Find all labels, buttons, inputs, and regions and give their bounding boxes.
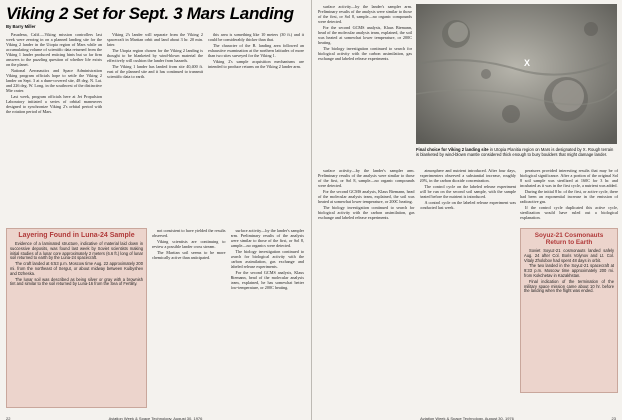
article-columns-lower <box>152 228 304 408</box>
photo-caption <box>416 147 617 157</box>
paragraph: Viking 2's sample acquisition mechanisms are intended to produce returns on the Viking 2 lander arm. <box>208 59 304 69</box>
caption-bold: Final choice for Viking 2 landing site <box>416 147 489 152</box>
article-column-3 <box>520 168 618 224</box>
paragraph: Viking scientists are continuing to review a possible lander cross stream. <box>152 239 226 249</box>
paragraph: For the second GCMS analysis, Klaus Biemann, head of the molecular analysis team, explained, the soil was heated at somewhat lower temperature, or 200C heating. <box>318 25 412 45</box>
paragraph: For the second GCMS analysis, Klaus Biemann, head of the molecular analysis team, explained, the soil was heated at somewhat lower temperature, or 200C heating. <box>318 189 415 204</box>
paragraph: Viking 2's lander will separate from the Viking 2 spacecraft in Martian orbit and land about 3 hr. 20 min. later. <box>107 32 203 47</box>
article-column-1 <box>6 32 102 224</box>
mars-terrain-image <box>416 4 617 144</box>
article-column-3-top <box>520 168 618 224</box>
article-column-4 <box>152 228 226 408</box>
sidebar-title: Soyuz-21 Cosmonauts Return to Earth <box>534 232 604 246</box>
article-column-2 <box>420 168 517 408</box>
paragraph: The two landed in the Soyuz-21 spacecraft at 9:33 p.m. Moscow time approximately 200 mi. from Kokchetav in Kazakhstan. <box>524 263 614 278</box>
paragraph: Evidence of a laminated structure, indicative of material laid down in successive deposits, was found last week by Soviet scientists making initial studies of a lunar core approximately 2 meters (6.6 ft.) long of lunar soil returned to earth by the Luna-24 spacecraft. <box>10 241 143 261</box>
paragraph: The lunar soil was described as being silver or gray with a brownish tint and similar to the soil returned by Luna-16 from the Sea of Fertility. <box>10 276 143 287</box>
article-columns-upper <box>6 32 304 224</box>
soyuz-sidebar <box>520 228 618 393</box>
paragraph: The biology investigation continued to search for biological activity with the carbon assimilation, gas exchange and labeled release experiments. <box>230 249 304 269</box>
paragraph: The Utopia region chosen for the Viking 2 landing is thought to be blanketed by wind-blown material the effectively will cushion the lander from hazards. <box>107 48 203 63</box>
paragraph: Pasadena, Calif.—Viking mission controllers last week were zeroing in on a planned landing site for the Viking 2 lander in the Utopia region of Mars while an accumulating volume of scientific data returned from the Viking 1 lander produced enticing hints but so far firm answers to the puzzling question of whether life exists on the planet. <box>6 32 102 67</box>
paragraph: During the initial 8 hr. of the first, or active cycle, there had been an exponential increase in the emission of radioactive gas. <box>520 189 618 204</box>
luna-sidebar <box>6 228 147 408</box>
article-column-2 <box>107 32 203 224</box>
paragraph: peratures provided interesting results that may be of biological significance. After a portion of the original Sol 8 soil sample was sterilized at 160C for 3 hr. and incubated as it was in the first cycle, a nutrient was added. <box>520 168 618 188</box>
paragraph: The craft landed at 6:53 p.m. Moscow time Aug. 22 approximately 200 mi. from the northeast of Sergut, or about midway between Kuibyshev and Dzheska. <box>10 261 143 276</box>
paragraph: this area is something like 10 meters (30 ft.) and it could be considerably thicker than that. <box>208 32 304 42</box>
paragraph: The Viking 1 lander has landed from site 40,400 ft. east of the planned site and it has continued to transmit scientific data to earth. <box>107 64 203 79</box>
paragraph: National Aeronautics and Space Administration Viking program officials hope to settle the Viking 2 lander on Sept. 3 at a dune-covered site, 48 deg. N. Lat. and 226 deg. W. Long. in the southwest of the distinctive Mie crater. <box>6 68 102 93</box>
article-column <box>318 4 412 144</box>
article-column-1 <box>318 168 415 408</box>
page-number: 22 <box>6 416 11 420</box>
paragraph: surface activity—by the lander's sampler arm. Preliminary results of the analysis were similar to those of the first, or Sol 8, sample—no organic compounds were detected. <box>318 168 415 188</box>
mars-surface-photo <box>416 4 617 144</box>
paragraph: Final indication of the termination of the military space mission came about 10 hr. before the landing when the flight was ended. <box>524 278 614 294</box>
page-number: 23 <box>611 416 616 420</box>
paragraph: not consistent to have yielded the results observed. <box>152 228 226 238</box>
right-page <box>311 0 622 420</box>
footer-publication: Aviation Week & Space Technology, August 30, 1976 <box>420 416 514 420</box>
paragraph: surface activity—by the lander's sampler arm. Preliminary results of the analysis were similar to those of the first, or Sol 8, sample—no organics were detected. <box>230 228 304 248</box>
paragraph: The Martian soil seems to be more chemically active than anticipated. <box>152 250 226 260</box>
byline: By Barry Miller <box>6 24 36 29</box>
paragraph: For the second GCMS analysis, Klaus Biemann, head of the molecular analysis team, explained, he has somewhat better low-temperature, or 200C heating. <box>230 270 304 290</box>
article-column-top <box>318 4 412 144</box>
paragraph: The biology investigation continued to search for biological activity with the carbon assimilation, gas exchange and labeled release experiments. <box>318 46 412 61</box>
paragraph: If the control cycle duplicated this active cycle, sterilization would have ruled out a biological explanation. <box>520 205 618 220</box>
paragraph: Soviet Soyuz-21 cosmonauts landed safely Aug. 24 after Col. Boris Volynov and Lt. Col. Vitaly Zholobov had spent 48 days in orbit. <box>524 248 614 263</box>
paragraph: A control cycle on the labeled release experiment was conducted last week. <box>419 200 516 210</box>
paragraph: The control cycle on the labeled release experiment will be run on the second soil sample, with the sample heated before the nutrient is introduced. <box>419 184 516 199</box>
footer-publication: Aviation Week & Space Technology, August 30, 1976 <box>108 416 203 420</box>
article-column-5 <box>231 228 305 408</box>
landing-site-marker-icon: X <box>524 58 531 68</box>
caption-text: in Utopia Planitia region on Mars is designated by X. Rough terrain is blanketed by wind-blown mantle considered thick enough to bury boulders that might damage lander. <box>416 147 614 157</box>
paragraph: The biology investigation continued to search for biological activity with the carbon assimilation, gas exchange and labeled release experiments. <box>318 205 415 220</box>
paragraph: Last week, program officials here at Jet Propulsion Laboratory initiated a series of orbital maneuvers designed to synchronize Viking 2's orbital period with the rotation period of Mars. <box>6 94 102 114</box>
paragraph: The character of the B. landing area followed an exhaustive examination at the northern latitudes of more than two sites surveyed for the Viking 1. <box>208 43 304 58</box>
sidebar-title: Layering Found in Luna-24 Sample <box>18 232 135 239</box>
article-column-3 <box>208 32 304 224</box>
article-headline: Viking 2 Set for Sept. 3 Mars Landing <box>6 4 294 23</box>
paragraph: atmosphere and nutrient introduced. After four days, experimenters observed a substantial increase, roughly 20%, in the carbon dioxide concentration. <box>419 168 516 183</box>
paragraph: surface activity—by the lander's sampler arm. Preliminary results of the analysis were similar to those of the first, or Sol 8, sample—no organic compounds were detected. <box>318 4 412 24</box>
article-columns-lower <box>318 168 516 408</box>
